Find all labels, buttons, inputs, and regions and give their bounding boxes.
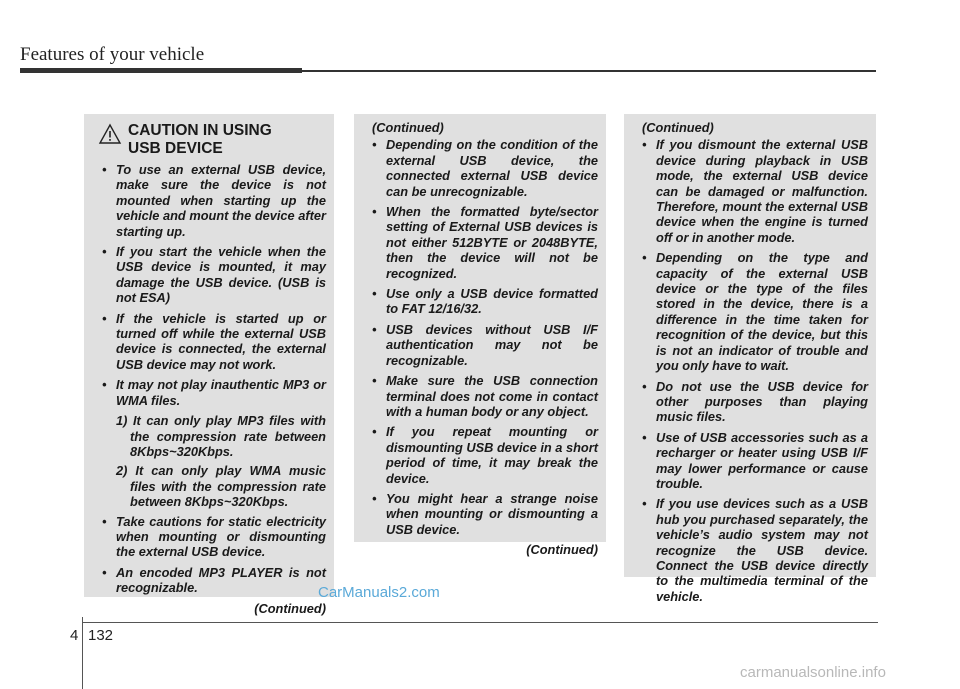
continued-heading: (Continued) — [642, 120, 714, 135]
list-item: • USB devices without USB I/F authentication may not be recognizable. — [372, 322, 598, 368]
page-header-title: Features of your vehicle — [20, 44, 205, 65]
list-item: • If you use devices such as a USB hub you purchased separately, the vehicle’s audio system may not recognize the USB device. Connect the USB device directly to the multimedia terminal of the vehicle. — [642, 496, 868, 604]
continued-heading: (Continued) — [372, 120, 444, 135]
list-item: • When the formatted byte/sector setting of External USB devices is not either 512BYTE or 2048BYTE, then the device will not be recognized. — [372, 204, 598, 281]
caution-list-2 — [372, 137, 598, 537]
caution-panel-3 — [624, 114, 876, 604]
list-item: • Take cautions for static electricity when mounting or dismounting the external USB device. — [102, 514, 326, 560]
header-rule-thin — [302, 70, 876, 72]
footer-rule — [82, 622, 878, 623]
list-item: • You might hear a strange noise when mounting or dismounting a USB device. — [372, 491, 598, 537]
continued-label: (Continued) — [254, 600, 326, 616]
caution-heading — [98, 122, 326, 158]
page-number: 132 — [88, 627, 114, 644]
caution-title-line2: USB DEVICE — [128, 140, 223, 157]
chapter-number: 4 — [70, 627, 79, 644]
sub-item: 1) It can only play MP3 files with the compression rate between 8Kbps~320Kbps. — [116, 413, 326, 459]
list-item: • It may not play inauthentic MP3 or WMA files. — [102, 377, 326, 408]
caution-title-line1: CAUTION IN USING — [128, 122, 272, 139]
watermark-carmanuals2[interactable]: CarManuals2.com — [318, 584, 440, 601]
list-item: • To use an external USB device, make sure the device is not mounted when starting up the vehicle and mount the device after starting up. — [102, 162, 326, 239]
list-item: • If the vehicle is started up or turned off while the external USB device is connected, the external USB device may not work. — [102, 311, 326, 373]
list-item: • If you dismount the external USB device during playback in USB mode, the external USB device can be damaged or malfunction. Therefore, mount the external USB device when the engine is turned off or in another mode. — [642, 137, 868, 245]
warning-triangle-icon — [98, 123, 122, 145]
list-item: • If you start the vehicle when the USB device is mounted, it may damage the USB device. (USB is not ESA) — [102, 244, 326, 306]
watermark-carmanualsonline[interactable]: carmanualsonline.info — [740, 664, 886, 681]
caution-panel-1 — [84, 114, 334, 616]
list-item: • If you repeat mounting or dismounting USB device in a short period of time, it may break the device. — [372, 424, 598, 486]
footer-vertical-rule — [82, 617, 83, 689]
continued-label: (Continued) — [526, 542, 598, 558]
caution-list-1b — [102, 514, 326, 596]
caution-list-1 — [102, 162, 326, 408]
list-item: • Use of USB accessories such as a recharger or heater using USB I/F may lower performance or cause trouble. — [642, 430, 868, 492]
list-item: • Depending on the condition of the external USB device, the connected external USB device can be unrecognizable. — [372, 137, 598, 199]
caution-panel-2 — [354, 114, 606, 558]
list-item: • Make sure the USB connection terminal does not come in contact with a human body or any object. — [372, 373, 598, 419]
header-rule-thick — [20, 68, 302, 73]
list-item: • Depending on the type and capacity of the external USB device or the type of the files stored in the device, there is a difference in the time taken for recognition of the device, but this is not an indicator of trouble and you only have to wait. — [642, 250, 868, 373]
sub-item: 2) It can only play WMA music files with the compression rate between 8Kbps~320Kbps. — [116, 463, 326, 510]
list-item: • Do not use the USB device for other purposes than playing music files. — [642, 379, 868, 425]
list-item: • Use only a USB device formatted to FAT 12/16/32. — [372, 286, 598, 317]
caution-list-3 — [642, 137, 868, 604]
list-item: • An encoded MP3 PLAYER is not recognizable. — [102, 565, 326, 596]
sub-list — [102, 413, 326, 509]
